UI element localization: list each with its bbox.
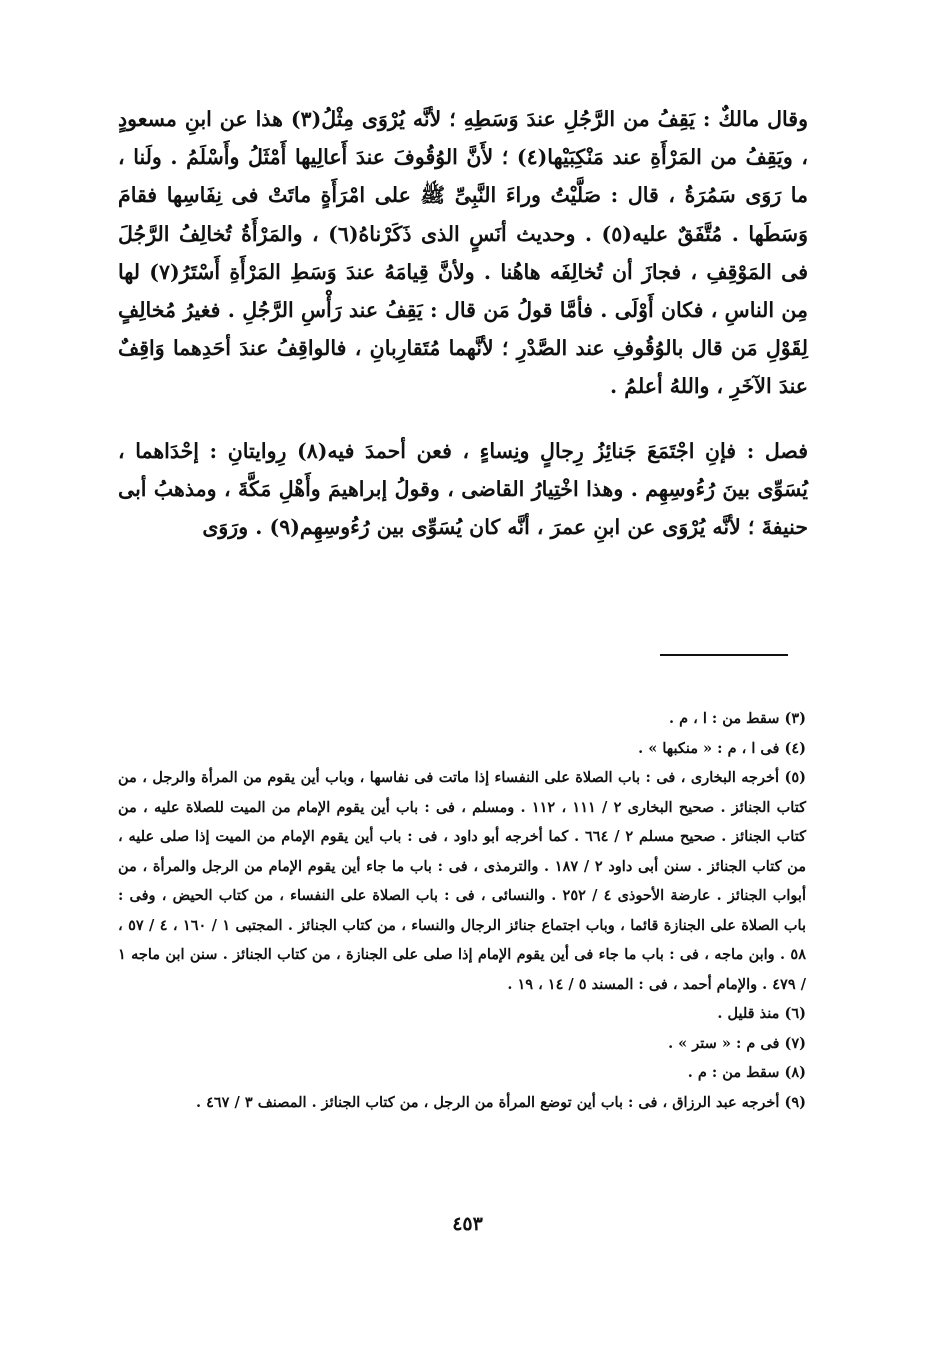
footnote-8: (٨) سقط من : م . (687, 1064, 806, 1081)
section-heading: فصل : (746, 438, 808, 463)
paragraph-2-text: فإنِ اجْتَمَعَ جَنائِزُ رِجالٍ ونِساءٍ ، فعن أحمدَ فيه(٨) رِوايتانِ : إحْدَاهما ، يُسَوِّى بينَ رُءُوسِهِم . وهذا اخْتِيارُ القاضى ، وقولُ إبراهيمَ وأَهْلِ مَكَّةَ ، ومذهبُ أبى حنيفةَ ؛ لأنَّه يُرْوَى عن ابنِ عمرَ ، أنَّه كان يُسَوِّى بين رُءُوسِهِم(٩) . ورَوَى (118, 438, 808, 540)
footnote-5: (٥) أخرجه البخارى ، فى : باب الصلاة على النفساء إذا ماتت فى نفاسها ، وباب أين يقوم من المرأة والرجل ، من كتاب الجنائز . صحيح البخارى ٢ / ١١١ ، ١١٢ . ومسلم ، فى : باب أين يقوم الإمام من الميت للصلاة عليه ، من كتاب الجنائز . صحيح مسلم ٢ / ٦٦٤ . كما أخرجه أبو داود ، فى : باب أين يقوم الإمام من الميت إذا صلى عليه ، من كتاب الجنائز . سنن أبى داود ٢ / ١٨٧ . والترمذى ، فى : باب ما جاء أين يقوم الإمام من الرجل والمرأة ، من أبواب الجنائز . عارضة الأحوذى ٤ / ٢٥٢ . والنسائى ، فى : باب الصلاة على النفساء ، من كتاب الحيض ، وفى : باب الصلاة على الجنازة قائما ، وباب اجتماع جنائز الرجال والنساء ، من كتاب الجنائز . المجتبى ١ / ١٦٠ ، ٤ / ٥٧ ، ٥٨ . وابن ماجه ، فى : باب ما جاء فى أين يقوم الإمام إذا صلى على الجنازة ، من كتاب الجنائز . سنن ابن ماجه ١ / ٤٧٩ . والإمام أحمد ، فى : المسند ٥ / ١٤ ، ١٩ . (118, 769, 806, 993)
footnote-9: (٩) أخرجه عبد الرزاق ، فى : باب أين توضع المرأة من الرجل ، من كتاب الجنائز . المصنف ٣ / ٤٦٧ . (196, 1093, 806, 1111)
page-number: ٤٥٣ (452, 1213, 483, 1235)
paragraph-1: وقال مالكٌ : يَقِفُ من الرَّجُلِ عندَ وَسَطِهِ ؛ لأنَّه يُرْوَى مِثْلُ(٣) هذا عن ابنِ مسعودٍ ، ويَقِفُ من المَرْأَةِ عند مَنْكِبَيْها(٤) ؛ لأَنَّ الوُقُوفَ عندَ أَعالِيها أَمْثَلُ وأَسْلَمُ . ولَنا ، ما رَوَى سَمُرَةُ ، قال : صَلَّيْتُ وراءَ النَّبِىِّ ﷺ على امْرَأَةٍ ماتَتْ فى نِفَاسِها فقامَ وَسَطَها . مُتَّفَقٌ عليه(٥) . وحديث أنَسٍ الذى ذَكَرْناهُ(٦) ، والمَرْأَةُ تُخالِفُ الرَّجُلَ فى المَوْقِفِ ، فجازَ أن تُخالِفَه هاهُنا . ولأنَّ قِيامَهُ عندَ وَسَطِ المَرْأَةِ أَسْتَرُ(٧) لها مِن الناسِ ، فكان أَوْلَى . فأمَّا قولُ مَن قال : يَقِفُ عند رَأْسِ الرَّجُلِ . فغيرُ مُخالِفٍ لِقَوْلِ مَن قال بالوُقُوفِ عند الصَّدْرِ ؛ لأنَّهما مُتَقارِبانِ ، فالواقِفُ عندَ أحَدِهما وَاقِفٌ عندَ الآخَرِ ، واللهُ أعلمُ . (118, 107, 809, 399)
footnote-divider (660, 654, 788, 656)
footnote-7: (٧) فى م : « ستر » . (668, 1034, 806, 1052)
footnote-3: (٣) سقط من : ا ، م . (668, 710, 806, 727)
main-text (118, 100, 808, 546)
footnote-4: (٤) فى ا ، م : « منكبها » . (638, 739, 806, 757)
footnote-6: (٦) منذ قليل . (717, 1005, 806, 1022)
paragraph-2 (118, 432, 808, 547)
footnotes (118, 704, 806, 1117)
